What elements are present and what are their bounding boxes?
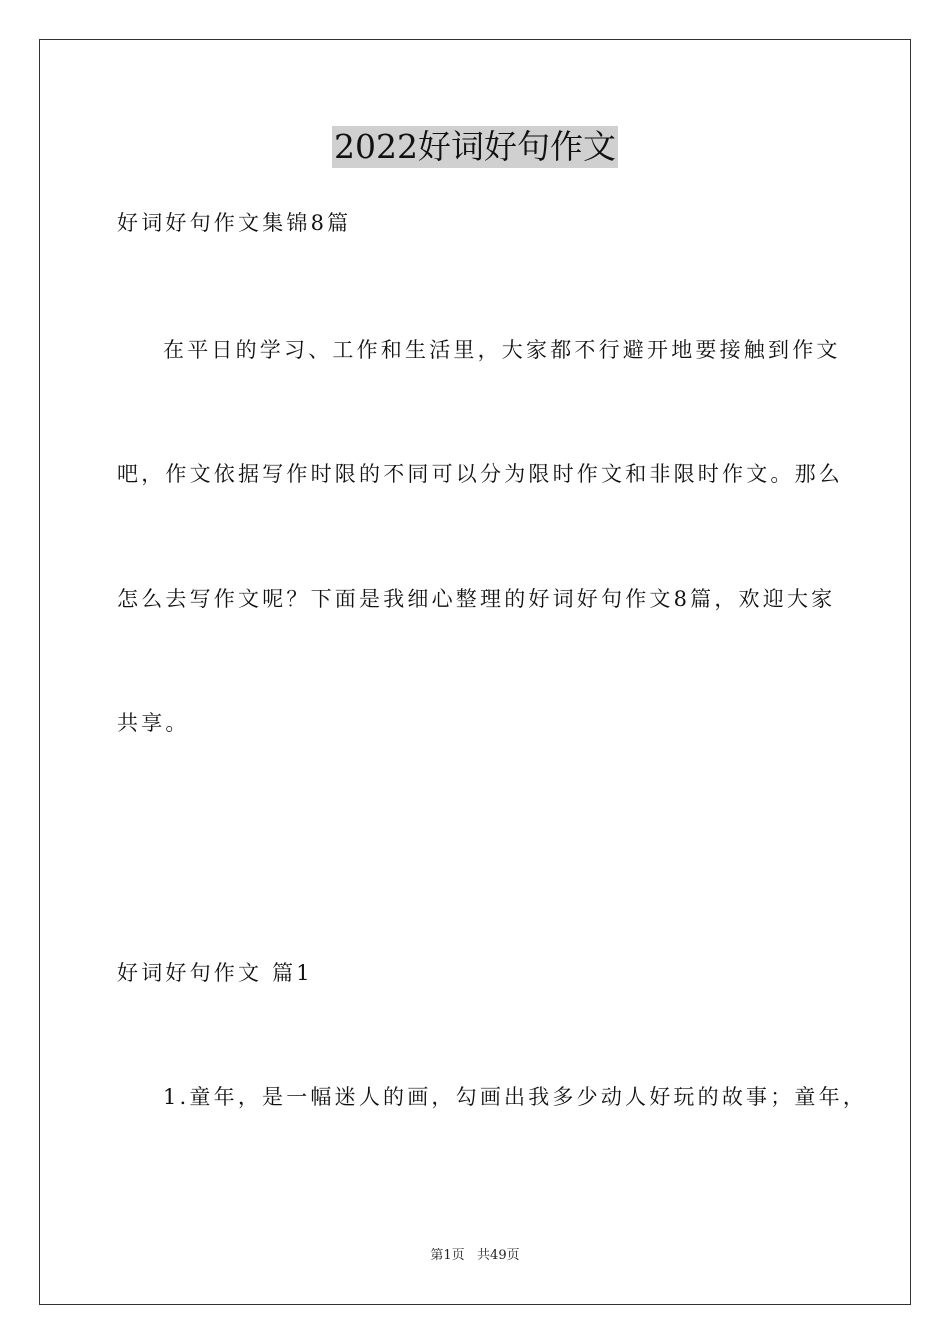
section-heading: 好词好句作文 篇1 (117, 961, 313, 985)
page-number-footer: 第1页 共49页 (430, 1248, 520, 1263)
section-first-line: 1.童年，是一幅迷人的画，勾画出我多少动人好玩的故事；童年， (163, 1085, 868, 1109)
document-subtitle: 好词好句作文集锦8篇 (117, 211, 352, 235)
intro-line-1: 在平日的学习、工作和生活里，大家都不行避开地要接触到作文 (163, 338, 841, 362)
intro-line-4: 共享。 (117, 711, 190, 735)
document-title (0, 126, 950, 168)
intro-line-2: 吧，作文依据写作时限的不同可以分为限时作文和非限时作文。那么 (117, 462, 843, 486)
document-title-text: 2022好词好句作文 (334, 127, 616, 166)
intro-line-3: 怎么去写作文呢？下面是我细心整理的好词好句作文8篇，欢迎大家 (117, 587, 836, 611)
